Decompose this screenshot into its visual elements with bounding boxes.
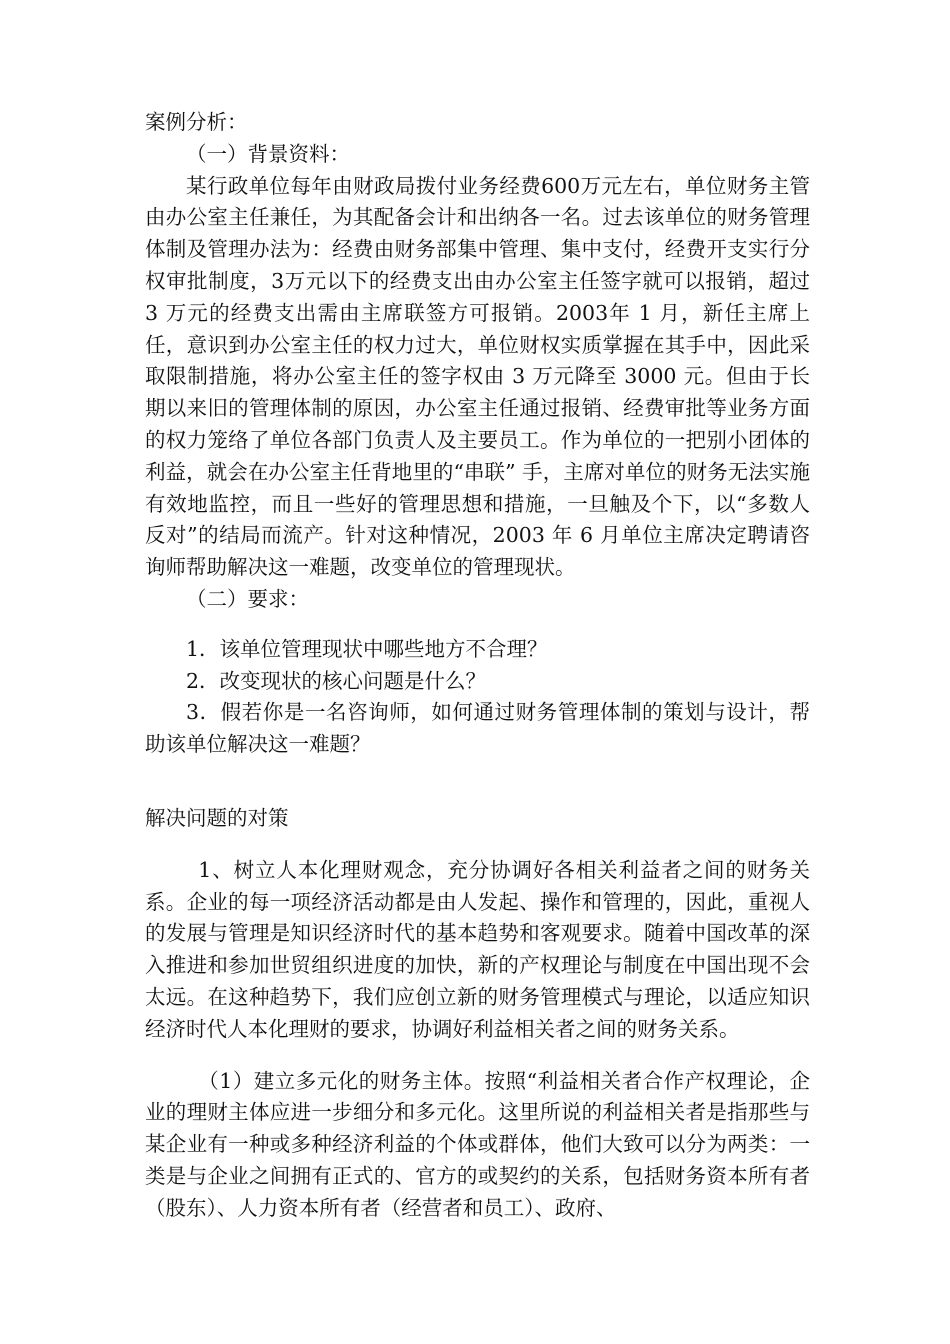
question-1: 1．该单位管理现状中哪些地方不合理？ — [186, 636, 548, 661]
requirements-heading: （二）要求： — [186, 586, 309, 611]
background-paragraph: 某行政单位每年由财政局拨付业务经费600万元左右，单位财务主管由办公室主任兼任，为其配备会计和出纳各一名。过去该单位的财务管理体制及管理办法为：经费由财务部集中管理、集中支付，经费开支实行分权审批制度，3万元以下的经费支出由办公室主任签字就可以报销，超过 3 万元的经费支出需由主席联签方可报销。2003年 1 月，新任主席上任，意识到办公室主任的权力过大，单位财权实质掌握在其手中，因此采取限制措施，将办公室主任的签字权由 3 万元降至 3000 元。但由于长期以来旧的管理体制的原因，办公室主任通过报销、经费审批等业务方面的权力笼络了单位各部门负责人及主要员工。作为单位的一把别小团体的利益，就会在办公室主任背地里的“串联” 手，主席对单位的财务无法实施有效地监控，而且一些好的管理思想和措施，一旦触及个下，以“多数人反对”的结局而流产。针对这种情况，2003 年 6 月单位主席决定聘请咨询师帮助解决这一难题，改变单位的管理现状。 — [145, 173, 810, 580]
background-heading: （一）背景资料： — [186, 141, 350, 166]
solution-point-1: 1、树立人本化理财观念，充分协调好各相关利益者之间的财务关系。企业的每一项经济活动都是由人发起、操作和管理的，因此，重视人的发展与管理是知识经济时代的基本趋势和客观要求。随着中国改革的深入推进和参加世贸组织进度的加快，新的产权理论与制度在中国出现不会太远。在这种趋势下，我们应创立新的财务管理模式与理论，以适应知识经济时代人本化理财的要求，协调好利益相关者之间的财务关系。 — [145, 857, 810, 1041]
spacer — [145, 1046, 810, 1066]
document-body — [145, 107, 810, 1225]
spacer — [145, 616, 810, 634]
question-2: 2．改变现状的核心问题是什么？ — [186, 668, 487, 693]
spacer — [145, 835, 810, 855]
spacer — [145, 761, 810, 803]
solution-subpoint-1: （1）建立多元化的财务主体。按照“利益相关者合作产权理论，企业的理财主体应进一步细分和多元化。这里所说的利益相关者是指那些与某企业有一种或多种经济利益的个体或群体，他们大致可以分为两类：一类是与企业之间拥有正式的、官方的或契约的关系，包括财务资本所有者（股东）、人力资本所有者（经营者和员工）、政府、 — [145, 1068, 810, 1220]
case-title: 案例分析： — [145, 110, 248, 134]
question-3: 3．假若你是一名咨询师，如何通过财务管理体制的策划与设计，帮助该单位解决这一难题？ — [145, 700, 810, 757]
solutions-title: 解决问题的对策 — [145, 805, 289, 830]
